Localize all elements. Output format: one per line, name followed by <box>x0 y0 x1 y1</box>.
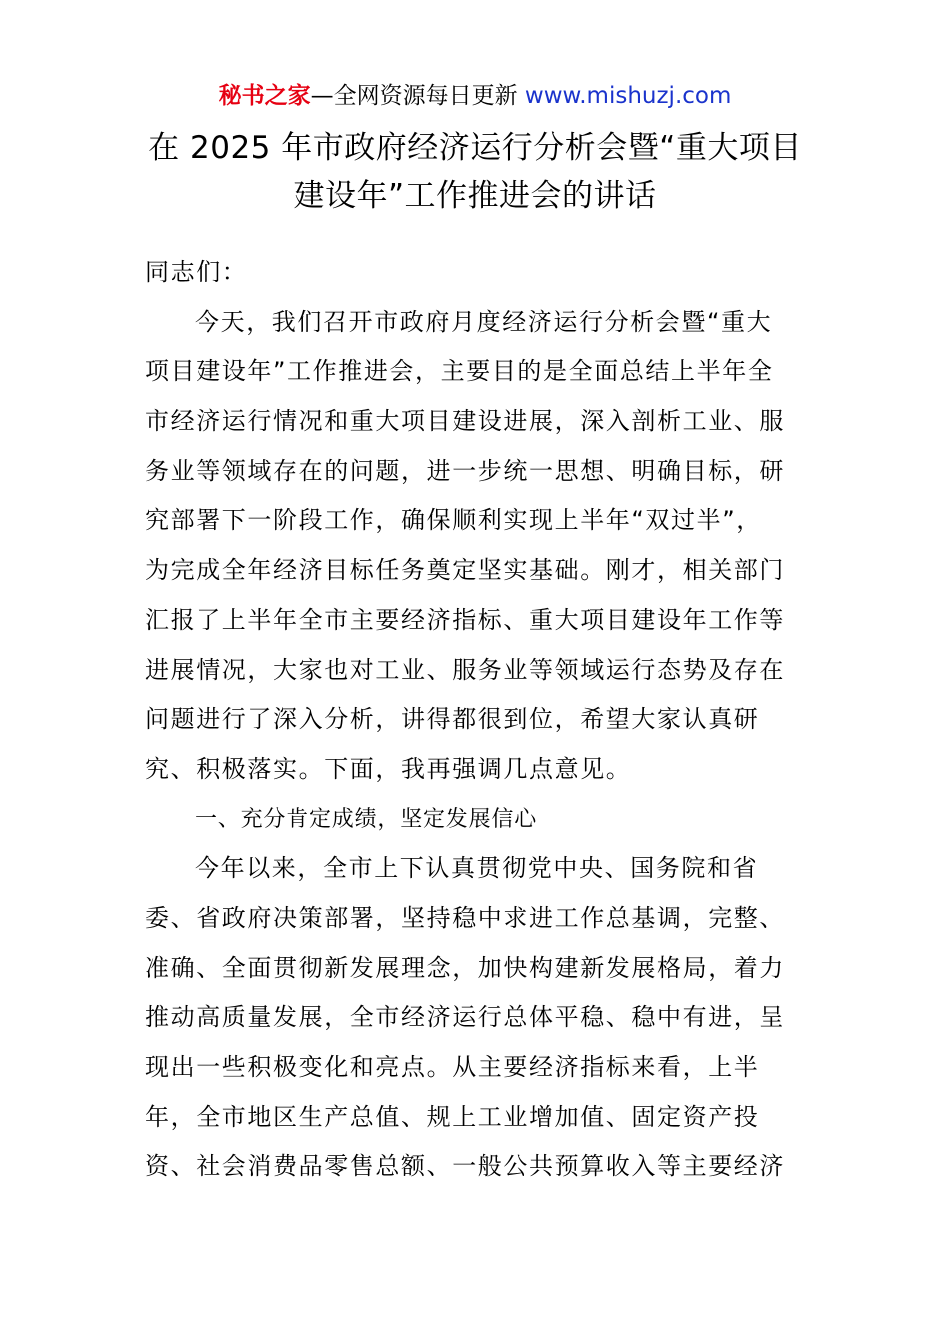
paragraph-line: 准确、全面贯彻新发展理念，加快构建新发展格局，着力 <box>145 953 785 982</box>
site-tagline: —全网资源每日更新 <box>310 83 518 109</box>
paragraph-line: 今天，我们召开市政府月度经济运行分析会暨“重大 <box>195 307 773 336</box>
paragraph-line: 资、社会消费品零售总额、一般公共预算收入等主要经济 <box>145 1152 785 1181</box>
site-brand: 秘书之家 <box>218 83 311 109</box>
site-header <box>0 80 950 112</box>
paragraph-line: 进展情况，大家也对工业、服务业等领域运行态势及存在 <box>145 655 785 684</box>
section-heading: 一、充分肯定成绩，坚定发展信心 <box>195 806 538 832</box>
paragraph-line: 汇报了上半年全市主要经济指标、重大项目建设年工作等 <box>145 605 785 634</box>
document-title <box>110 124 840 220</box>
paragraph-line: 究、积极落实。下面，我再强调几点意见。 <box>145 754 632 783</box>
paragraph-line: 市经济运行情况和重大项目建设进展，深入剖析工业、服 <box>145 407 785 436</box>
paragraph-line: 今年以来，全市上下认真贯彻党中央、国务院和省 <box>195 854 759 883</box>
paragraph-line: 委、省政府决策部署，坚持稳中求进工作总基调，完整、 <box>145 903 785 932</box>
paragraph-line: 究部署下一阶段工作，确保顺利实现上半年“双过半”， <box>145 506 762 535</box>
paragraph-line: 年，全市地区生产总值、规上工业增加值、固定资产投 <box>145 1102 760 1131</box>
salutation: 同志们： <box>145 258 248 286</box>
paragraph-line: 推动高质量发展，全市经济运行总体平稳、稳中有进，呈 <box>145 1003 785 1032</box>
paragraph-line: 为完成全年经济目标任务奠定坚实基础。刚才，相关部门 <box>145 556 785 585</box>
site-url-link[interactable]: www.mishuzj.com <box>524 83 732 109</box>
title-line-2: 建设年”工作推进会的讲话 <box>293 178 657 214</box>
paragraph-line: 项目建设年”工作推进会，主要目的是全面总结上半年全 <box>145 357 774 386</box>
paragraph-line: 务业等领域存在的问题，进一步统一思想、明确目标，研 <box>145 456 785 485</box>
document-body <box>145 248 811 1192</box>
title-line-1: 在 2025 年市政府经济运行分析会暨“重大项目 <box>148 130 802 166</box>
paragraph-line: 问题进行了深入分析，讲得都很到位，希望大家认真研 <box>145 705 760 734</box>
paragraph-line: 现出一些积极变化和亮点。从主要经济指标来看，上半 <box>145 1053 760 1081</box>
